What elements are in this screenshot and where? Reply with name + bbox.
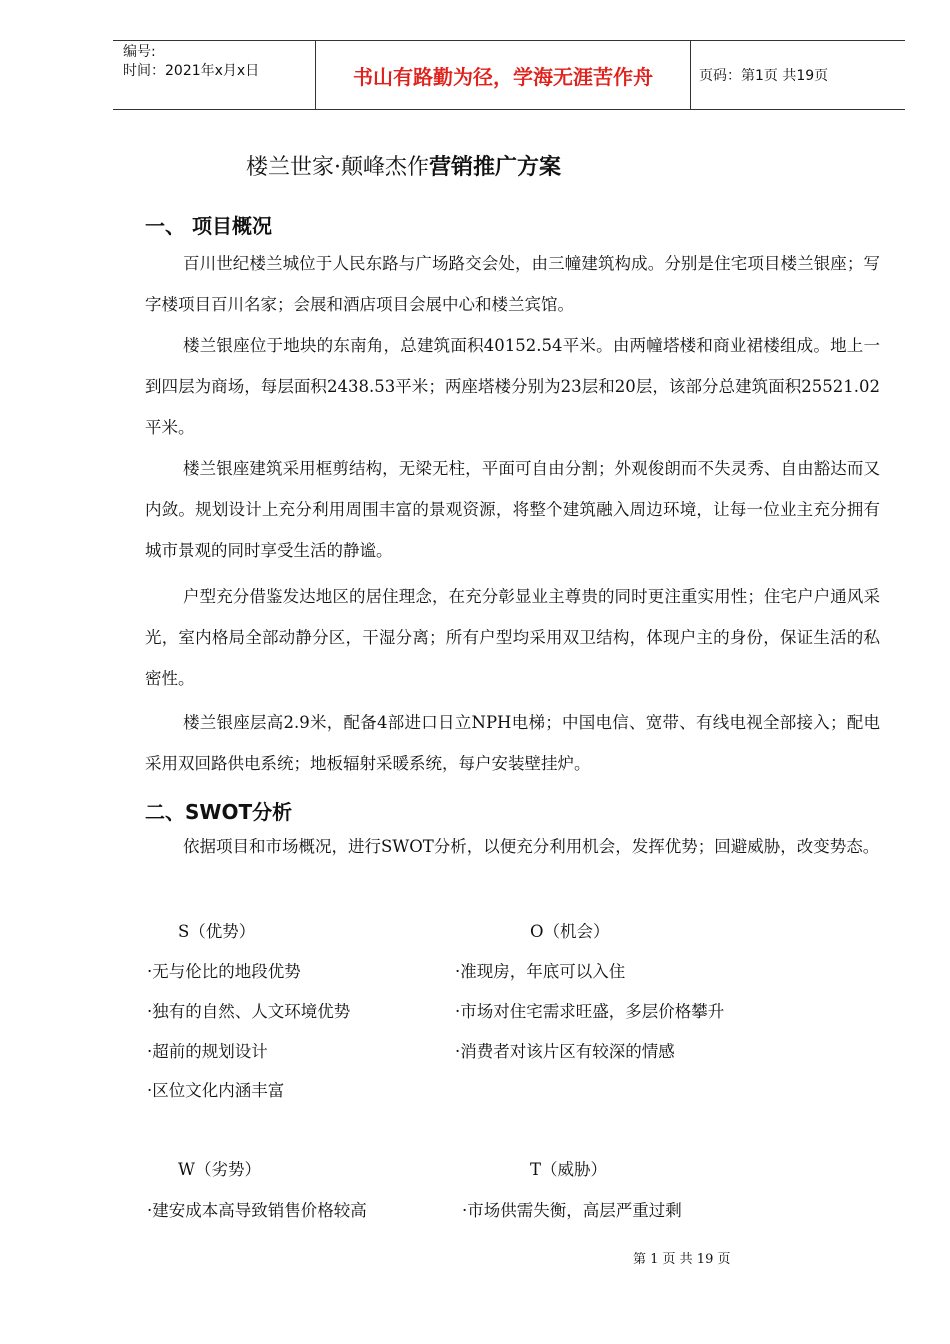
list-item: ·市场供需失衡，高层严重过剩 (462, 1201, 682, 1220)
swot-t-label: T（威胁） (530, 1160, 608, 1179)
list-item: ·独有的自然、人文环境优势 (147, 1002, 351, 1021)
list-item: ·超前的规划设计 (147, 1042, 268, 1061)
list-item: ·市场对住宅需求旺盛，多层价格攀升 (455, 1002, 725, 1021)
page-header (113, 40, 905, 110)
swot-o-label: O（机会） (530, 922, 610, 941)
header-motto: 书山有路勤为径，学海无涯苦作舟 (315, 41, 691, 109)
swot-w-label: W（劣势） (178, 1160, 261, 1179)
list-item: ·准现房，年底可以入住 (455, 962, 626, 981)
title-plain: 楼兰世家·颠峰杰作 (246, 155, 429, 180)
swot-intro: 依据项目和市场概况，进行SWOT分析，以便充分利用机会，发挥优势；回避威胁，改变势态。 (183, 837, 880, 856)
header-page-info: 页码：第1页 共19页 (699, 68, 829, 84)
swot-s-label: S（优势） (178, 922, 256, 941)
number-label: 编号: (123, 44, 156, 60)
list-item: ·无与伦比的地段优势 (147, 962, 301, 981)
list-item: ·消费者对该片区有较深的情感 (455, 1042, 675, 1061)
paragraph: 楼兰银座建筑采用框剪结构，无梁无柱，平面可自由分割；外观俊朗而不失灵秀、自由豁达而又内敛。规划设计上充分利用周围丰富的景观资源，将整个建筑融入周边环境，让每一位业主充分拥有城市景观的同时享受生活的静谧。 (145, 459, 880, 560)
section1-heading: 一、 项目概况 (145, 214, 272, 238)
paragraph: 户型充分借鉴发达地区的居住理念，在充分彰显业主尊贵的同时更注重实用性；住宅户户通风采光，室内格局全部动静分区，干湿分离；所有户型均采用双卫结构，体现户主的身份，保证生活的私密性。 (145, 587, 880, 688)
header-meta (113, 41, 315, 109)
list-item: ·建安成本高导致销售价格较高 (147, 1201, 367, 1220)
section2-heading: 二、SWOT分析 (145, 800, 293, 824)
time-label: 时间：2021年x月x日 (123, 63, 260, 79)
title-bold: 营销推广方案 (429, 155, 562, 180)
paragraph: 百川世纪楼兰城位于人民东路与广场路交会处，由三幢建筑构成。分别是住宅项目楼兰银座；写字楼项目百川名家；会展和酒店项目会展中心和楼兰宾馆。 (145, 254, 880, 314)
document-title (246, 150, 561, 181)
list-item: ·区位文化内涵丰富 (147, 1081, 285, 1100)
paragraph: 楼兰银座位于地块的东南角，总建筑面积40152.54平米。由两幢塔楼和商业裙楼组成。地上一到四层为商场，每层面积2438.53平米；两座塔楼分别为23层和20层，该部分总建筑面积25521.02平米。 (145, 336, 880, 437)
page-footer: 第 1 页 共 19 页 (633, 1252, 731, 1267)
paragraph: 楼兰银座层高2.9米，配备4部进口日立NPH电梯；中国电信、宽带、有线电视全部接入；配电采用双回路供电系统；地板辐射采暖系统，每户安装壁挂炉。 (145, 713, 880, 773)
